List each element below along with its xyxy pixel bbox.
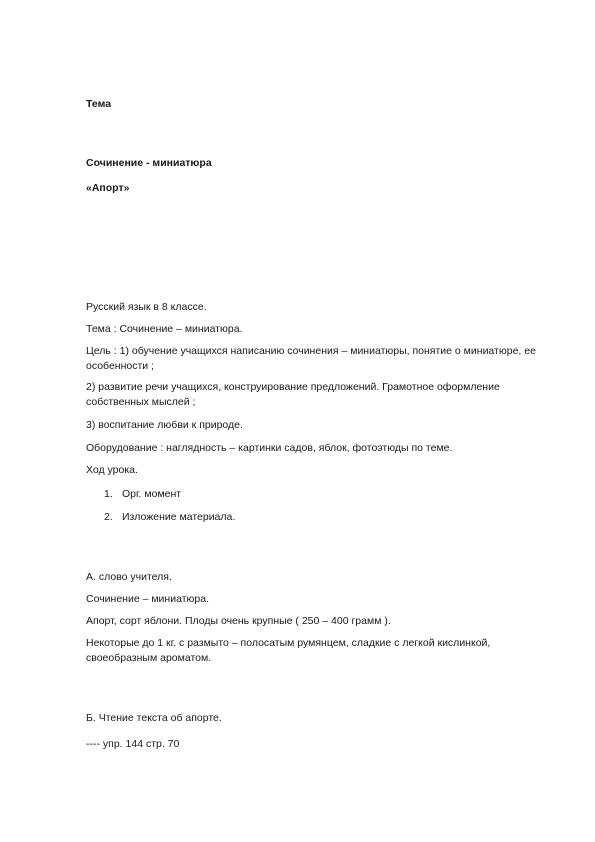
section-b-heading: Б. Чтение текста об апорте. [86,712,222,724]
lesson-plan-heading: Ход урока. [86,464,138,476]
goal-paragraph-3: 3) воспитание любви к природе. [86,419,243,431]
topic-label: Тема [86,98,112,110]
section-a-heading: А. слово учителя. [86,571,172,583]
topic-line: Тема : Сочинение – миниатюра. [86,323,243,335]
aport-description-2: Некоторые до 1 кг. с размыто – полосатым румянцем, сладкие с легкой кислинкой, своеобразным ароматом. [86,637,491,664]
goal-paragraph-1: Цель : 1) обучение учащихся написанию сочинения – миниатюры, понятие о миниатюре, ее особенности ; [86,345,536,372]
list-item-text: Орг. момент [122,488,182,500]
exercise-reference: ---- упр. 144 стр. 70 [86,738,180,750]
essay-type-line: Сочинение – миниатюра. [86,593,209,605]
essay-type-heading: Сочинение - миниатюра [86,157,212,169]
list-item-text: Изложение материала. [122,511,236,523]
equipment-line: Оборудование : наглядность – картинки садов, яблок, фотоэтюды по теме. [86,442,453,454]
subject-line: Русский язык в 8 классе. [86,301,207,313]
aport-description-1: Апорт, сорт яблони. Плоды очень крупные ( 250 – 400 грамм ). [86,615,391,627]
list-item-number: 2. [104,511,113,523]
list-item-number: 1. [104,488,113,500]
goal-paragraph-2: 2) развитие речи учащихся, конструирование предложений. Грамотное оформление собственных мыслей ; [86,381,500,408]
essay-title: «Апорт» [86,182,130,194]
